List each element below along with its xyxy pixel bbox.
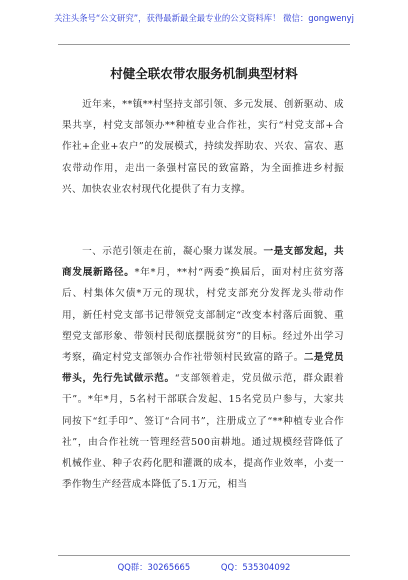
header-divider bbox=[58, 44, 350, 45]
footer-divider bbox=[58, 555, 350, 556]
header-banner: 关注头条号“公文研究”，获得最新最全最专业的公文资料库！ 微信：gongwenyj bbox=[54, 13, 354, 23]
section-heading: 一、示范引领走在前，凝心聚力谋发展。 bbox=[82, 246, 264, 257]
paragraph-intro-text: 近年来，**镇**村坚持支部引领、多元发展、创新驱动、成果共享，村党支部领办**种植专业合作社，实行“村党支部+合作社+企业+农户”的发展模式，持续发挥助农、兴农、富农、惠农带动作用，走出一条强村富民的致富路，为全面推进乡村振兴、加快农业农村现代化提供了有力支撑。 bbox=[62, 99, 344, 195]
paragraph-intro bbox=[62, 94, 344, 200]
point-two-heading: 二是党员带头，先行先试做示范。 bbox=[62, 352, 344, 385]
point-one-heading: 一是支部发起，共商发展新路径。 bbox=[62, 246, 344, 279]
footer-contact bbox=[0, 561, 408, 573]
document-title: 村健全联农带农服务机制典型材料 bbox=[110, 66, 298, 81]
footer-qq-group: QQ群：30265665 bbox=[117, 562, 191, 572]
footer-qq: QQ：535304092 bbox=[220, 562, 291, 572]
point-two-text: “支部领着走，党员做示范，群众跟着干”。*年*月，5名村干部联合发起、15名党员户参与，大家共同按下“红手印”、签订“合同书”，注册成立了“**种植专业合作社”，由合作社统一管理经营500亩耕地。通过规模经营降低了机械作业、种子农药化肥和灌溉的成本，提高作业效率，小麦一季作物生产经营成本降低了5.1万元，相当 bbox=[62, 373, 344, 491]
point-one-text: *年*月，**村“两委”换届后，面对村庄贫穷落后、村集体欠债*万元的现状，村党支部充分发挥龙头带动作用，新任村党支部书记带领党支部制定“改变本村落后面貌、重塑党支部形象、带领村民彻底摆脱贫穷”的目标。经过外出学习考察，确定村党支部领办合作社带领村民致富的路子。 bbox=[62, 267, 344, 364]
paragraph-section-one bbox=[62, 241, 344, 495]
